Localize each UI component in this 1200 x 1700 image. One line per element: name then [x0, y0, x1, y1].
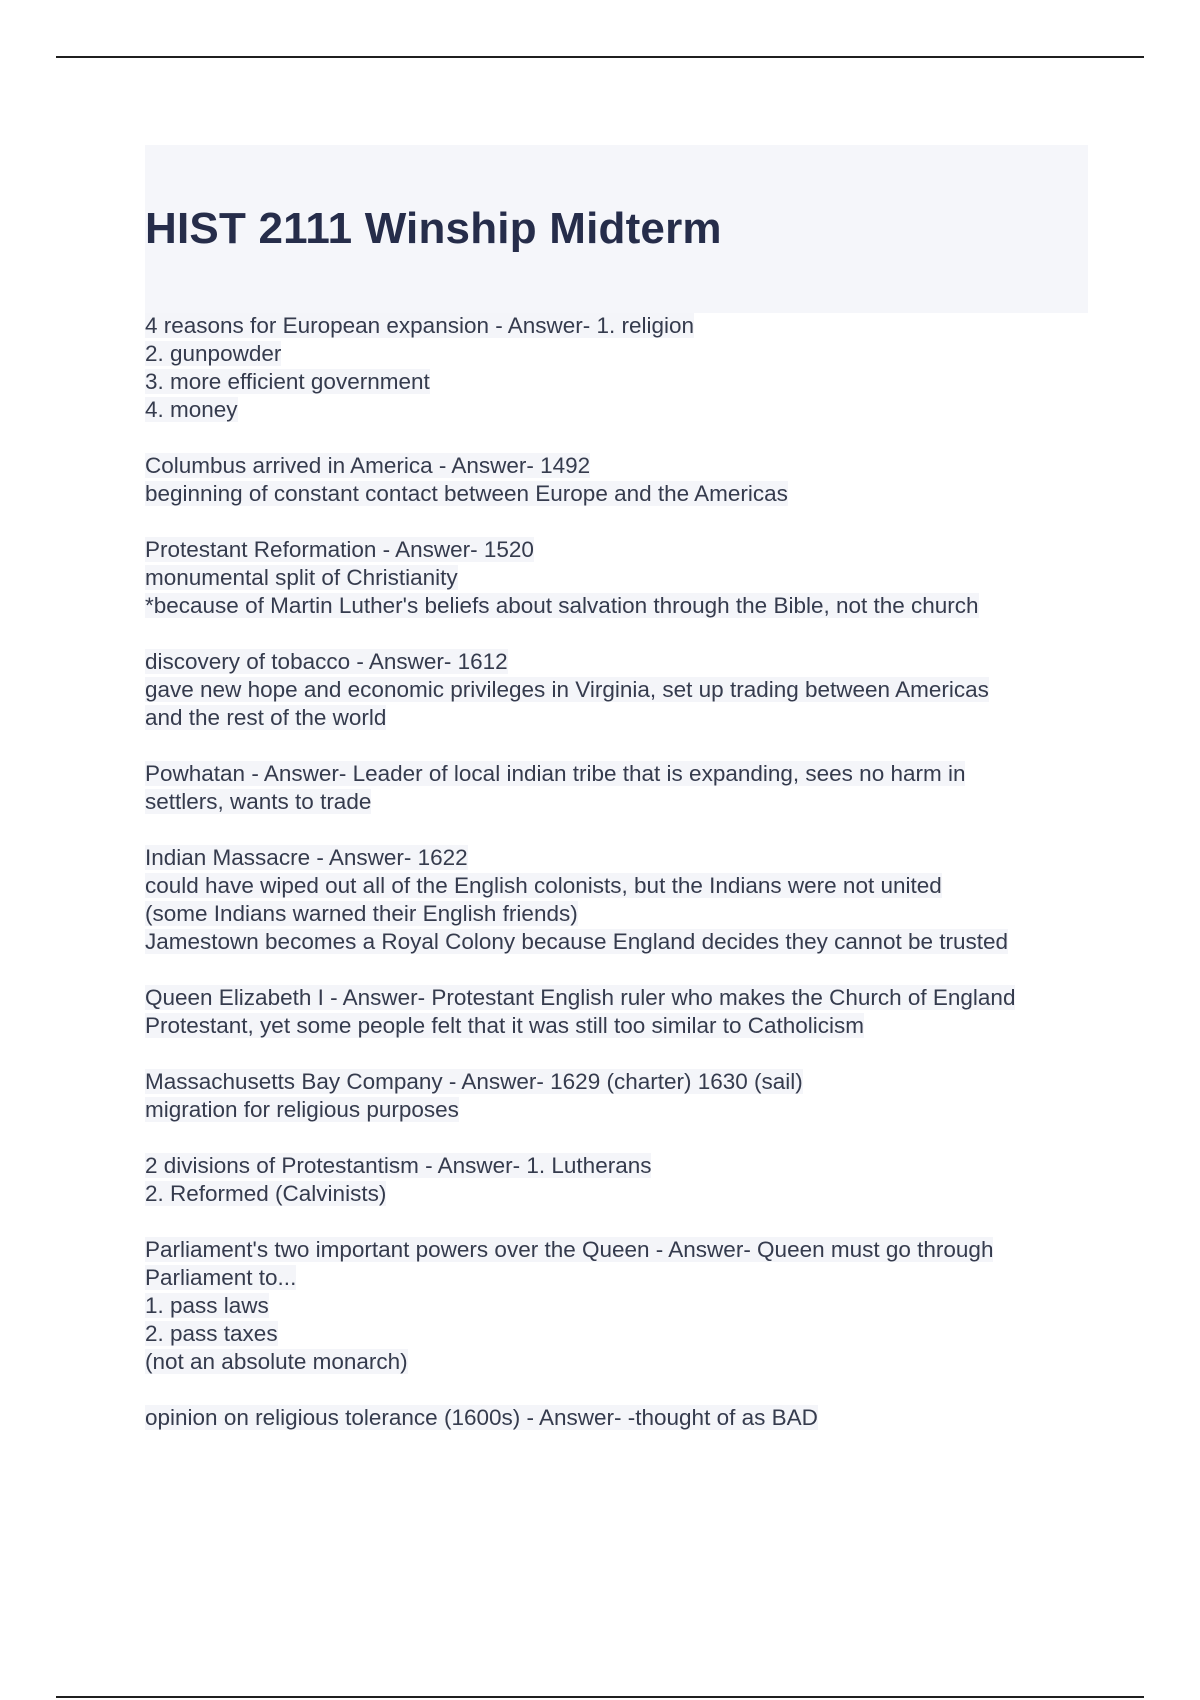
- qa-line: (some Indians warned their English friends): [145, 901, 578, 926]
- qa-line: 1. pass laws: [145, 1293, 269, 1318]
- qa-line: gave new hope and economic privileges in Virginia, set up trading between Americas: [145, 677, 989, 702]
- qa-line: 3. more efficient government: [145, 369, 430, 394]
- qa-line: Queen Elizabeth I - Answer- Protestant English ruler who makes the Church of England: [145, 985, 1016, 1010]
- qa-line: 4. money: [145, 397, 238, 422]
- qa-item: [145, 1236, 1090, 1376]
- qa-item: [145, 536, 1090, 620]
- qa-line: Jamestown becomes a Royal Colony because England decides they cannot be trusted: [145, 929, 1009, 954]
- qa-line: Massachusetts Bay Company - Answer- 1629 (charter) 1630 (sail): [145, 1069, 803, 1094]
- qa-line: Protestant, yet some people felt that it was still too similar to Catholicism: [145, 1013, 865, 1038]
- qa-item: [145, 984, 1090, 1040]
- qa-item: [145, 844, 1090, 956]
- qa-item: [145, 648, 1090, 732]
- top-rule: [56, 56, 1144, 58]
- qa-item: [145, 312, 1090, 424]
- qa-line: Indian Massacre - Answer- 1622: [145, 845, 468, 870]
- qa-item: [145, 452, 1090, 508]
- qa-line: (not an absolute monarch): [145, 1349, 408, 1374]
- qa-line: beginning of constant contact between Europe and the Americas: [145, 481, 788, 506]
- bottom-rule: [56, 1696, 1144, 1698]
- qa-item: [145, 760, 1090, 816]
- qa-line: settlers, wants to trade: [145, 789, 372, 814]
- qa-line: could have wiped out all of the English colonists, but the Indians were not united: [145, 873, 942, 898]
- qa-line: 2. Reformed (Calvinists): [145, 1181, 387, 1206]
- qa-line: 2. pass taxes: [145, 1321, 278, 1346]
- qa-item: [145, 1404, 1090, 1432]
- qa-list: [145, 312, 1090, 1460]
- qa-line: Powhatan - Answer- Leader of local indian tribe that is expanding, sees no harm in: [145, 761, 966, 786]
- qa-line: 2. gunpowder: [145, 341, 282, 366]
- qa-line: migration for religious purposes: [145, 1097, 459, 1122]
- qa-line: Parliament to...: [145, 1265, 297, 1290]
- qa-line: 4 reasons for European expansion - Answer- 1. religion: [145, 313, 695, 338]
- qa-line: Columbus arrived in America - Answer- 1492: [145, 453, 591, 478]
- qa-line: discovery of tobacco - Answer- 1612: [145, 649, 508, 674]
- qa-line: Parliament's two important powers over the Queen - Answer- Queen must go through: [145, 1237, 994, 1262]
- qa-line: 2 divisions of Protestantism - Answer- 1. Lutherans: [145, 1153, 652, 1178]
- qa-line: monumental split of Christianity: [145, 565, 458, 590]
- qa-item: [145, 1068, 1090, 1124]
- document-title: HIST 2111 Winship Midterm: [145, 204, 722, 253]
- qa-item: [145, 1152, 1090, 1208]
- qa-line: *because of Martin Luther's beliefs about salvation through the Bible, not the church: [145, 593, 979, 618]
- qa-line: and the rest of the world: [145, 705, 387, 730]
- qa-line: opinion on religious tolerance (1600s) - Answer- -thought of as BAD: [145, 1405, 818, 1430]
- qa-line: Protestant Reformation - Answer- 1520: [145, 537, 534, 562]
